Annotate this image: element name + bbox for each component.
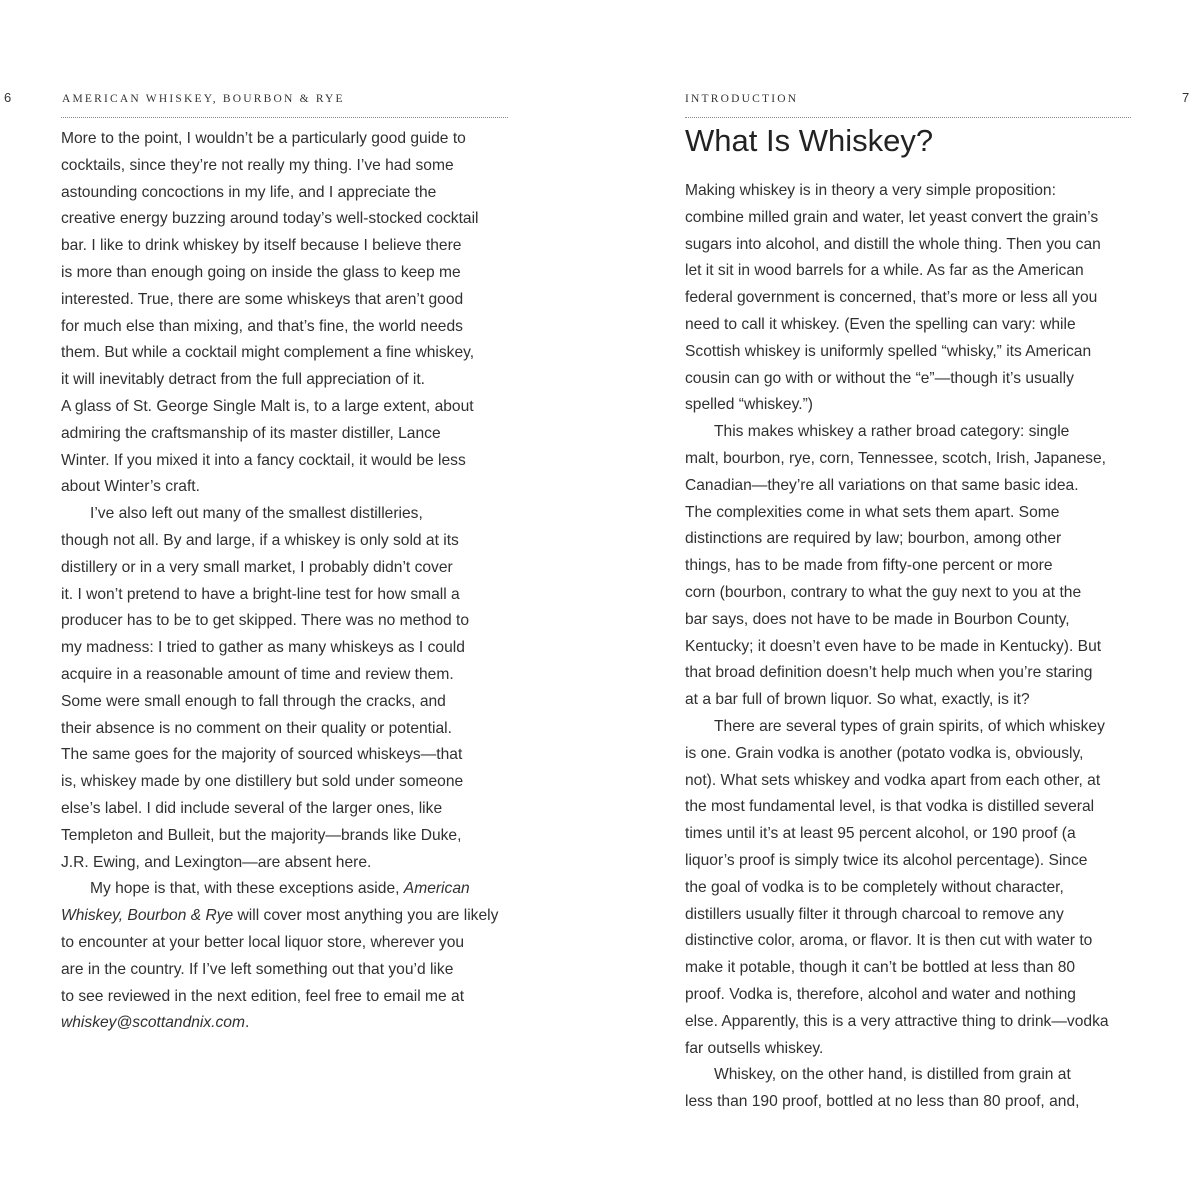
text-line: for much else than mixing, and that’s fine, the world needs	[61, 317, 463, 335]
text-line	[61, 876, 511, 903]
text-line: producer has to be to get skipped. There was no method to	[61, 612, 470, 630]
text-line: let it sit in wood barrels for a while. As far as the American	[685, 262, 1084, 280]
text-line: need to call it whiskey. (Even the spelling can vary: while	[685, 315, 1076, 333]
header-rule	[685, 117, 1131, 118]
text-line: proof. Vodka is, therefore, alcohol and water and nothing	[685, 985, 1076, 1003]
header-rule	[61, 117, 508, 118]
text-line: distillers usually filter it through charcoal to remove any	[685, 905, 1064, 923]
text-line: not). What sets whiskey and vodka apart from each other, at	[685, 771, 1101, 789]
text-line: interested. True, there are some whiskeys that aren’t good	[61, 290, 464, 308]
text-segment: My hope is that, with these exceptions aside,	[90, 880, 400, 898]
page-number: 7	[1182, 90, 1190, 105]
text-line: distinctions are required by law; bourbon, among other	[685, 530, 1062, 548]
text-line: times until it’s at least 95 percent alcohol, or 190 proof (a	[685, 825, 1076, 843]
text-line: There are several types of grain spirits, of which whiskey	[714, 717, 1105, 735]
text-line: far outsells whiskey.	[685, 1039, 824, 1057]
text-line: Some were small enough to fall through the cracks, and	[61, 692, 446, 710]
text-line: Making whiskey is in theory a very simple proposition:	[685, 182, 1056, 199]
text-line: to see reviewed in the next edition, feel free to email me at	[61, 987, 465, 1005]
text-line: cocktails, since they’re not really my thing. I’ve had some	[61, 156, 454, 174]
text-line: distillery or in a very small market, I probably didn’t cover	[61, 558, 453, 576]
chapter-title: What Is Whiskey?	[685, 123, 934, 158]
text-line: to encounter at your better local liquor store, wherever you	[61, 933, 465, 951]
text-segment: will cover most anything you are likely	[237, 907, 499, 925]
text-line: my madness: I tried to gather as many whiskeys as I could	[61, 639, 465, 657]
text-line: are in the country. If I’ve left something out that you’d like	[61, 960, 454, 978]
text-line: Kentucky; it doesn’t even have to be made in Kentucky). But	[685, 637, 1102, 655]
text-line: More to the point, I wouldn’t be a particularly good guide to	[61, 130, 466, 147]
text-line: about Winter’s craft.	[61, 478, 200, 496]
text-line: at a bar full of brown liquor. So what, exactly, is it?	[685, 691, 1030, 709]
text-line: less than 190 proof, bottled at no less than 80 proof, and,	[685, 1093, 1080, 1111]
running-head: INTRODUCTION	[685, 93, 799, 105]
text-line: creative energy buzzing around today’s well-stocked cocktail	[61, 210, 479, 228]
text-line: Winter. If you mixed it into a fancy cocktail, it would be less	[61, 451, 466, 469]
text-line: corn (bourbon, contrary to what the guy next to you at the	[685, 583, 1082, 601]
text-line: cousin can go with or without the “e”—though it’s usually	[685, 369, 1074, 387]
text-line: The same goes for the majority of sourced whiskeys—that	[61, 746, 463, 764]
text-line: things, has to be made from fifty-one percent or more	[685, 557, 1053, 575]
text-line: federal government is concerned, that’s more or less all you	[685, 289, 1098, 307]
text-line: sugars into alcohol, and distill the whole thing. Then you can	[685, 235, 1101, 253]
text-line: A glass of St. George Single Malt is, to a large extent, about	[61, 397, 474, 415]
text-line	[61, 1010, 511, 1037]
text-line: it will inevitably detract from the full appreciation of it.	[61, 371, 426, 389]
text-line: bar says, does not have to be made in Bourbon County,	[685, 610, 1070, 628]
body-text	[685, 178, 1135, 1116]
text-line: is one. Grain vodka is another (potato vodka is, obviously,	[685, 744, 1084, 762]
text-line: malt, bourbon, rye, corn, Tennessee, scotch, Irish, Japanese,	[685, 449, 1106, 467]
text-line: is more than enough going on inside the glass to keep me	[61, 263, 461, 281]
text-line: astounding concoctions in my life, and I appreciate the	[61, 183, 437, 201]
right-page	[600, 0, 1200, 1200]
text-line: else. Apparently, this is a very attractive thing to drink—vodka	[685, 1012, 1109, 1030]
text-line: it. I won’t pretend to have a bright-line test for how small a	[61, 585, 460, 603]
email-address: whiskey@scottandnix.com	[61, 1014, 245, 1032]
text-line: Canadian—they’re all variations on that same basic idea.	[685, 476, 1079, 494]
book-title-italic: American	[403, 880, 470, 898]
text-line: distinctive color, aroma, or flavor. It is then cut with water to	[685, 932, 1093, 950]
text-line: them. But while a cocktail might complement a fine whiskey,	[61, 344, 475, 362]
text-line: is, whiskey made by one distillery but sold under someone	[61, 773, 464, 791]
text-segment: .	[244, 1014, 250, 1032]
text-line: Scottish whiskey is uniformly spelled “whisky,” its American	[685, 342, 1092, 360]
running-head: AMERICAN WHISKEY, BOURBON & RYE	[62, 93, 345, 105]
text-line: that broad definition doesn’t help much when you’re staring	[685, 664, 1093, 682]
text-line: Templeton and Bulleit, but the majority—brands like Duke,	[61, 826, 462, 844]
text-line: Whiskey, on the other hand, is distilled from grain at	[714, 1066, 1071, 1084]
text-line: the goal of vodka is to be completely without character,	[685, 878, 1064, 896]
page-number: 6	[4, 90, 12, 105]
body-text	[61, 126, 511, 1037]
text-line: their absence is no comment on their quality or potential.	[61, 719, 452, 737]
text-line: spelled “whiskey.”)	[685, 396, 813, 414]
text-line: admiring the craftsmanship of its master distiller, Lance	[61, 424, 441, 442]
text-line: make it potable, though it can’t be bottled at less than 80	[685, 959, 1076, 977]
text-line: else’s label. I did include several of the larger ones, like	[61, 799, 443, 817]
text-line: though not all. By and large, if a whiskey is only sold at its	[61, 531, 459, 549]
text-line: bar. I like to drink whiskey by itself because I believe there	[61, 237, 462, 255]
text-line: the most fundamental level, is that vodka is distilled several	[685, 798, 1095, 816]
text-line	[61, 903, 511, 930]
text-line: acquire in a reasonable amount of time and review them.	[61, 665, 454, 683]
text-line: This makes whiskey a rather broad category: single	[714, 423, 1070, 441]
text-line: J.R. Ewing, and Lexington—are absent here.	[61, 853, 372, 871]
text-line: The complexities come in what sets them apart. Some	[685, 503, 1060, 521]
text-line: liquor’s proof is simply twice its alcohol percentage). Since	[685, 851, 1088, 869]
text-line: combine milled grain and water, let yeast convert the grain’s	[685, 208, 1099, 226]
text-line: I’ve also left out many of the smallest distilleries,	[90, 505, 423, 523]
book-title-italic: Whiskey, Bourbon & Rye	[61, 907, 234, 925]
